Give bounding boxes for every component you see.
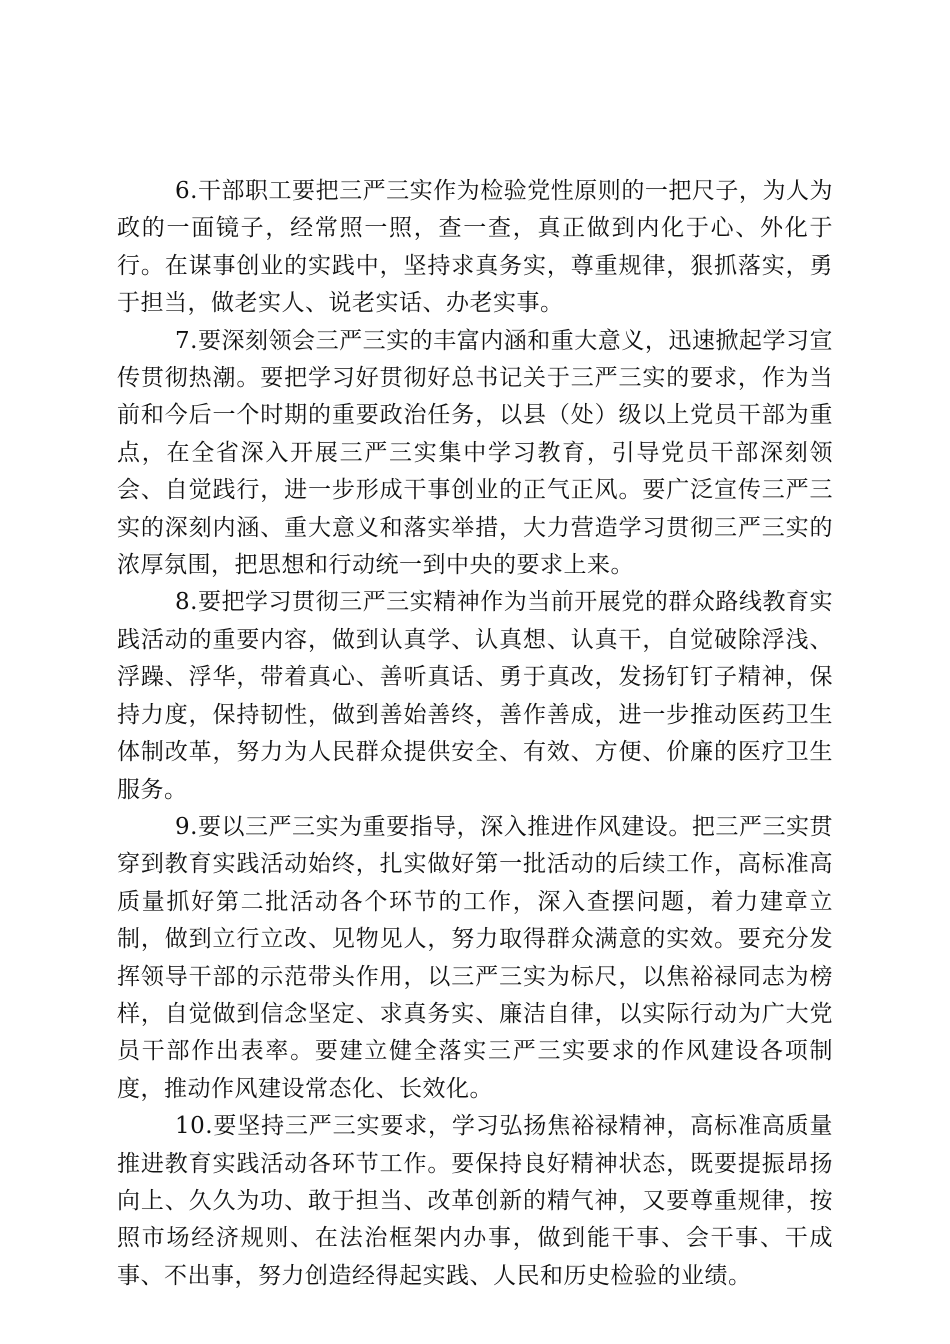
document-body [117,173,833,1295]
paragraph-8: 8.要把学习贯彻三严三实精神作为当前开展党的群众路线教育实践活动的重要内容，做到认真学、认真想、认真干，自觉破除浮浅、浮躁、浮华，带着真心、善听真话、勇于真改，发扬钉钉子精神，保持力度，保持韧性，做到善始善终，善作善成，进一步推动医药卫生体制改革，努力为人民群众提供安全、有效、方便、价廉的医疗卫生服务。 [117,589,833,803]
paragraph-9: 9.要以三严三实为重要指导，深入推进作风建设。把三严三实贯穿到教育实践活动始终，扎实做好第一批活动的后续工作，高标准高质量抓好第二批活动各个环节的工作，深入查摆问题，着力建章立制，做到立行立改、见物见人，努力取得群众满意的实效。要充分发挥领导干部的示范带头作用，以三严三实为标尺，以焦裕禄同志为榜样，自觉做到信念坚定、求真务实、廉洁自律，以实际行动为广大党员干部作出表率。要建立健全落实三严三实要求的作风建设各项制度，推动作风建设常态化、长效化。 [117,813,833,1102]
paragraph-10: 10.要坚持三严三实要求，学习弘扬焦裕禄精神，高标准高质量推进教育实践活动各环节工作。要保持良好精神状态，既要提振昂扬向上、久久为功、敢于担当、改革创新的精气神，又要尊重规律，按照市场经济规则、在法治框架内办事，做到能干事、会干事、干成事、不出事，努力创造经得起实践、人民和历史检验的业绩。 [117,1113,833,1289]
paragraph-6: 6.干部职工要把三严三实作为检验党性原则的一把尺子，为人为政的一面镜子，经常照一照，查一查，真正做到内化于心、外化于行。在谋事创业的实践中，坚持求真务实，尊重规律，狠抓落实，勇于担当，做老实人、说老实话、办老实事。 [117,178,833,317]
paragraph-7: 7.要深刻领会三严三实的丰富内涵和重大意义，迅速掀起学习宣传贯彻热潮。要把学习好贯彻好总书记关于三严三实的要求，作为当前和今后一个时期的重要政治任务，以县（处）级以上党员干部为重点，在全省深入开展三严三实集中学习教育，引导党员干部深刻领会、自觉践行，进一步形成干事创业的正气正风。要广泛宣传三严三实的深刻内涵、重大意义和落实举措，大力营造学习贯彻三严三实的浓厚氛围，把思想和行动统一到中央的要求上来。 [117,327,833,579]
